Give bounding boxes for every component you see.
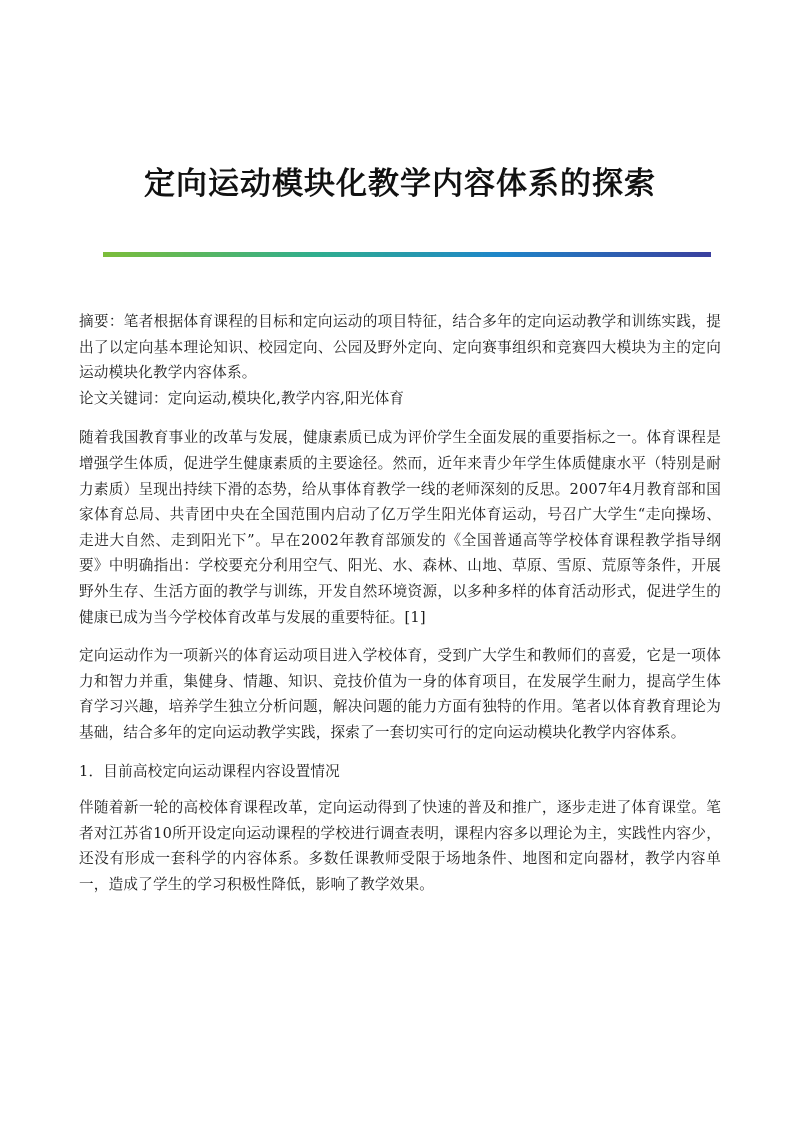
document-body: [79, 309, 721, 910]
title-divider: [103, 252, 711, 257]
abstract-paragraph: 摘要：笔者根据体育课程的目标和定向运动的项目特征，结合多年的定向运动教学和训练实践，提出了以定向基本理论知识、校园定向、公园及野外定向、定向赛事组织和竞赛四大模块为主的定向运动模块化教学内容体系。: [79, 313, 721, 382]
body-paragraph: 定向运动作为一项新兴的体育运动项目进入学校体育，受到广大学生和教师们的喜爱，它是一项体力和智力并重，集健身、情趣、知识、竞技价值为一身的体育项目，在发展学生耐力，提高学生体育学习兴趣，培养学生独立分析问题，解决问题的能力方面有独特的作用。笔者以体育教育理论为基础，结合多年的定向运动教学实践，探索了一套切实可行的定向运动模块化教学内容体系。: [79, 647, 721, 741]
keywords-line: 论文关键词：定向运动,模块化,教学内容,阳光体育: [79, 389, 405, 407]
body-paragraph: 随着我国教育事业的改革与发展，健康素质已成为评价学生全面发展的重要指标之一。体育课程是增强学生体质，促进学生健康素质的主要途径。然而，近年来青少年学生体质健康水平（特别是耐力素质）呈现出持续下滑的态势，给从事体育教学一线的老师深刻的反思。2007年4月教育部和国家体育总局、共青团中央在全国范围内启动了亿万学生阳光体育运动，号召广大学生“走向操场、走进大自然、走到阳光下”。早在2002年教育部颁发的《全国普通高等学校体育课程教学指导纲要》中明确指出：学校要充分利用空气、阳光、水、森林、山地、草原、雪原、荒原等条件，开展野外生存、生活方面的教学与训练，开发自然环境资源，以多种多样的体育活动形式，促进学生的健康已成为当今学校体育改革与发展的重要特征。[1]: [79, 429, 721, 626]
section-heading: 1．目前高校定向运动课程内容设置情况: [79, 762, 340, 780]
document-title: 定向运动模块化教学内容体系的探索: [144, 166, 656, 202]
section-paragraph: 伴随着新一轮的高校体育课程改革，定向运动得到了快速的普及和推广，逐步走进了体育课堂。笔者对江苏省10所开设定向运动课程的学校进行调查表明，课程内容多以理论为主，实践性内容少，还没有形成一套科学的内容体系。多数任课教师受限于场地条件、地图和定向器材，教学内容单一，造成了学生的学习积极性降低，影响了教学效果。: [79, 799, 721, 893]
